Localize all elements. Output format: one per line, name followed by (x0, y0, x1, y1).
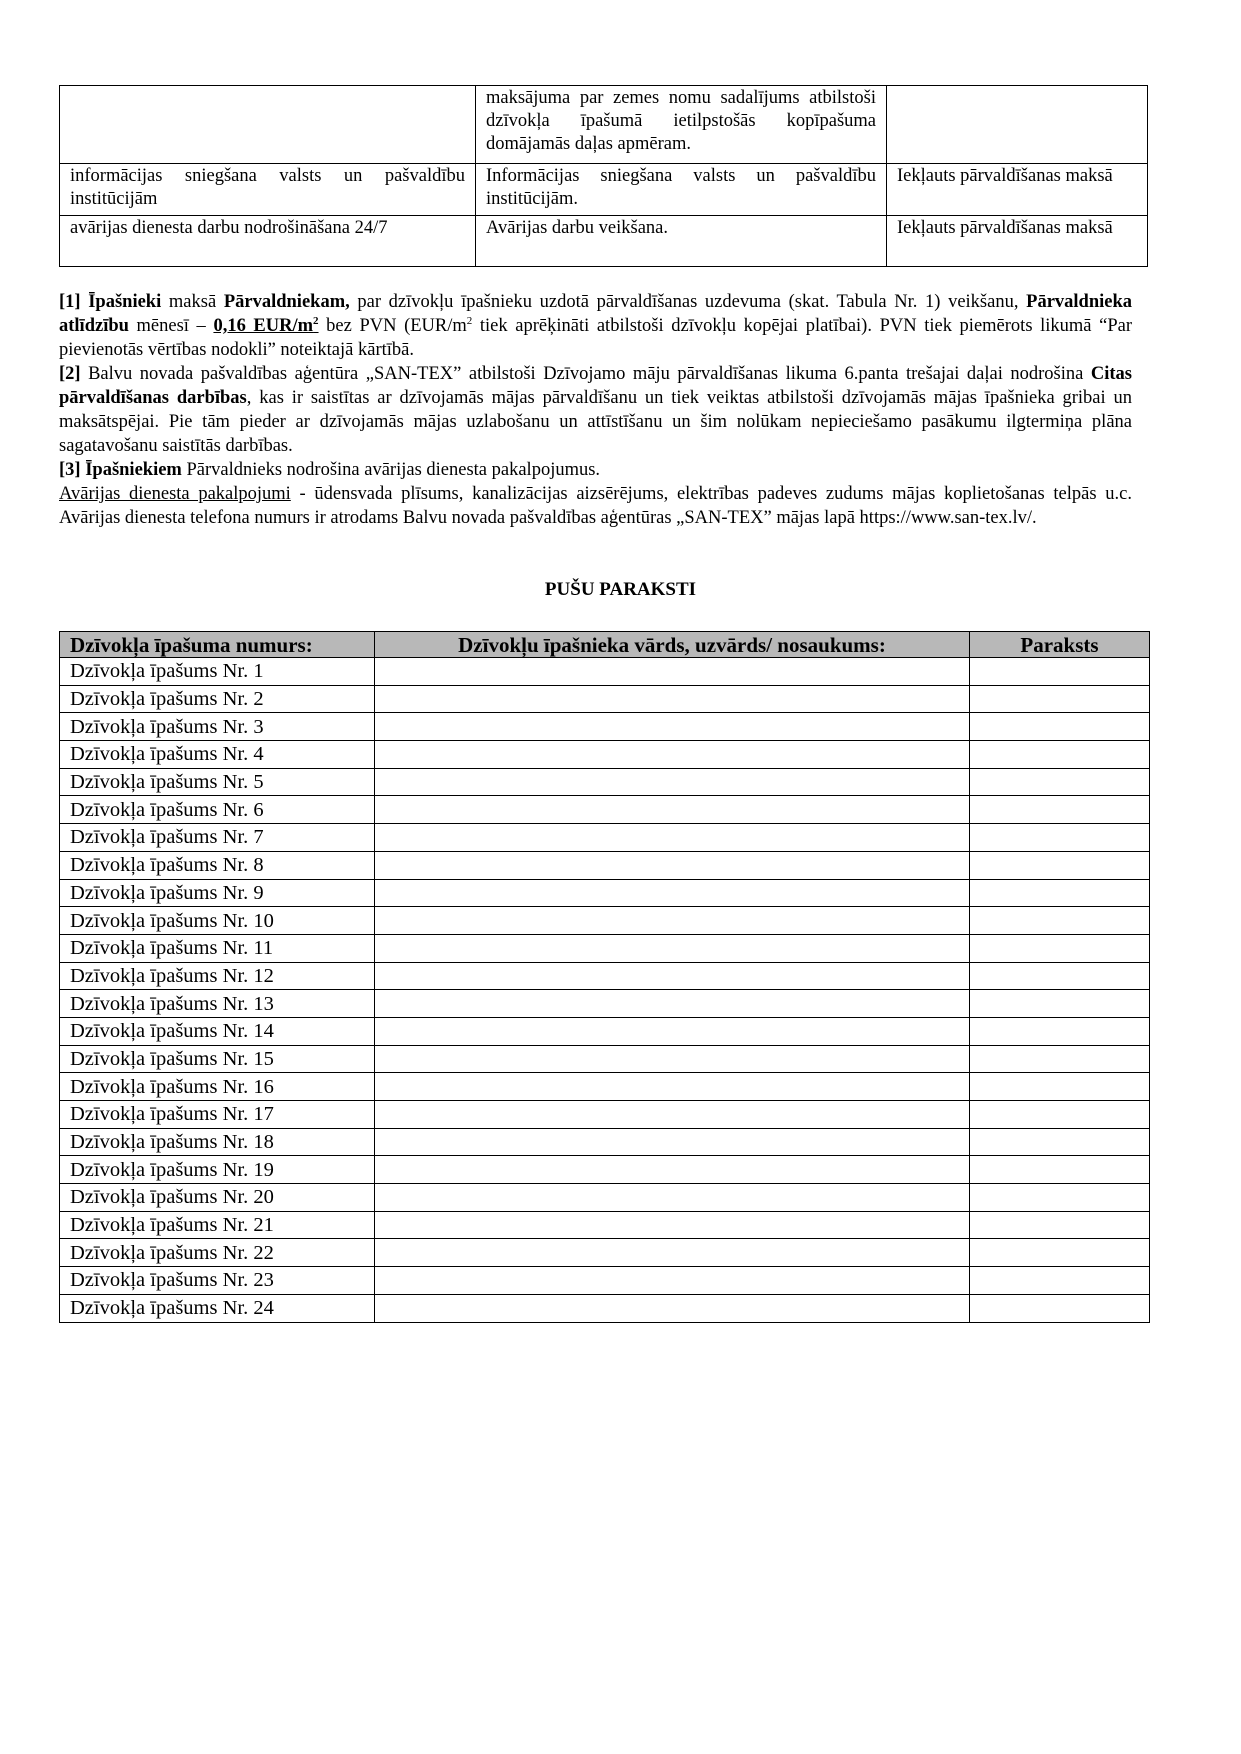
apartment-number-cell: Dzīvokļa īpašums Nr. 6 (60, 796, 375, 824)
signature-cell[interactable] (970, 658, 1150, 686)
cost-cell: Iekļauts pārvaldīšanas maksā (887, 216, 1148, 267)
owner-name-cell[interactable] (375, 851, 970, 879)
manager-term: Pārvaldniekam, (223, 292, 350, 312)
table-row (60, 962, 1150, 990)
cost-cell (887, 86, 1148, 164)
signature-cell[interactable] (970, 907, 1150, 935)
footnote-2 (59, 362, 1132, 458)
signature-cell[interactable] (970, 685, 1150, 713)
table-row (60, 1017, 1150, 1045)
owner-name-cell[interactable] (375, 934, 970, 962)
apartment-number-cell: Dzīvokļa īpašums Nr. 13 (60, 990, 375, 1018)
services-table (59, 85, 1148, 267)
signature-cell[interactable] (970, 1017, 1150, 1045)
signature-cell[interactable] (970, 962, 1150, 990)
footnote-ref: [2] (59, 364, 81, 384)
apartment-number-cell: Dzīvokļa īpašums Nr. 22 (60, 1239, 375, 1267)
owner-name-cell[interactable] (375, 1156, 970, 1184)
owner-name-cell[interactable] (375, 962, 970, 990)
footnote-ref: [3] (59, 460, 81, 480)
apartment-number-cell: Dzīvokļa īpašums Nr. 7 (60, 824, 375, 852)
table-row (60, 768, 1150, 796)
apartment-number-cell: Dzīvokļa īpašums Nr. 16 (60, 1073, 375, 1101)
service-cell: avārijas dienesta darbu nodrošināšana 24/7 (60, 216, 476, 267)
apartment-number-cell: Dzīvokļa īpašums Nr. 21 (60, 1211, 375, 1239)
owners-term: Īpašniekiem (85, 460, 182, 480)
owner-name-cell[interactable] (375, 713, 970, 741)
apartment-number-cell: Dzīvokļa īpašums Nr. 15 (60, 1045, 375, 1073)
table-row (60, 1128, 1150, 1156)
footnote-text: bez PVN (EUR/m (318, 316, 467, 336)
apartment-number-cell: Dzīvokļa īpašums Nr. 3 (60, 713, 375, 741)
table-row (60, 1101, 1150, 1129)
owner-name-cell[interactable] (375, 658, 970, 686)
signature-cell[interactable] (970, 741, 1150, 769)
footnote-text: Balvu novada pašvaldības aģentūra „SAN-TEX” atbilstoši Dzīvojamo māju pārvaldīšanas likuma 6.panta trešajai daļai nodrošina (80, 364, 1091, 384)
table-row (60, 990, 1150, 1018)
apartment-number-cell: Dzīvokļa īpašums Nr. 19 (60, 1156, 375, 1184)
signature-cell[interactable] (970, 1267, 1150, 1295)
apartment-number-cell: Dzīvokļa īpašums Nr. 1 (60, 658, 375, 686)
owner-name-cell[interactable] (375, 990, 970, 1018)
table-row (60, 1156, 1150, 1184)
signature-cell[interactable] (970, 990, 1150, 1018)
owner-name-cell[interactable] (375, 1267, 970, 1295)
owner-name-cell[interactable] (375, 1239, 970, 1267)
table-row (60, 164, 1148, 216)
footnote-text: - ūdensvada plīsums, kanalizācijas aizsērējums, elektrības padeves zudums mājas koplietošanas telpās u.c. Avārijas dienesta telefona numurs ir atrodams Balvu novada pašvaldības aģentūras „SAN-TEX” mājas lapā https://www.san-tex.lv/. (59, 484, 1132, 528)
signature-cell[interactable] (970, 796, 1150, 824)
signature-cell[interactable] (970, 768, 1150, 796)
owner-name-cell[interactable] (375, 796, 970, 824)
apartment-number-cell: Dzīvokļa īpašums Nr. 2 (60, 685, 375, 713)
description-cell: maksājuma par zemes nomu sadalījums atbilstoši dzīvokļa īpašumā ietilpstošās kopīpašuma domājamās daļas apmēram. (476, 86, 887, 164)
table-row (60, 685, 1150, 713)
signature-cell[interactable] (970, 1101, 1150, 1129)
owner-name-cell[interactable] (375, 685, 970, 713)
apartment-number-cell: Dzīvokļa īpašums Nr. 8 (60, 851, 375, 879)
table-row (60, 658, 1150, 686)
apartment-number-cell: Dzīvokļa īpašums Nr. 24 (60, 1294, 375, 1322)
signature-cell[interactable] (970, 1073, 1150, 1101)
footnote-3 (59, 458, 1132, 482)
table-row (60, 1294, 1150, 1322)
table-row (60, 1073, 1150, 1101)
signature-cell[interactable] (970, 1156, 1150, 1184)
signatures-table (59, 631, 1150, 1323)
column-header: Dzīvokļa īpašuma numurs: (60, 632, 375, 658)
owner-name-cell[interactable] (375, 1184, 970, 1212)
footnote-ref: [1] (59, 292, 81, 312)
owner-name-cell[interactable] (375, 907, 970, 935)
signature-cell[interactable] (970, 851, 1150, 879)
owner-name-cell[interactable] (375, 1101, 970, 1129)
apartment-number-cell: Dzīvokļa īpašums Nr. 20 (60, 1184, 375, 1212)
owner-name-cell[interactable] (375, 1211, 970, 1239)
footnote-text: , kas ir saistītas ar dzīvojamās mājas pārvaldīšanu un tiek veiktas atbilstoši dzīvojamās mājas īpašnieka gribai un maksātspējai. Pie tām pieder ar dzīvojamās mājas uzlabošanu un attīstīšanu un šim nolūkam nepieciešamo pasākumu ilgtermiņa plāna sagatavošanu saistītās darbības. (59, 388, 1132, 456)
owner-name-cell[interactable] (375, 879, 970, 907)
table-row (60, 851, 1150, 879)
table-row (60, 1267, 1150, 1295)
owner-name-cell[interactable] (375, 1128, 970, 1156)
table-row (60, 907, 1150, 935)
owners-term: Īpašnieki (88, 292, 162, 312)
signature-cell[interactable] (970, 1184, 1150, 1212)
superscript: 2 (313, 315, 319, 327)
service-cell: informācijas sniegšana valsts un pašvaldību institūcijām (60, 164, 476, 216)
owner-name-cell[interactable] (375, 1017, 970, 1045)
table-row (60, 824, 1150, 852)
apartment-number-cell: Dzīvokļa īpašums Nr. 5 (60, 768, 375, 796)
signature-cell[interactable] (970, 713, 1150, 741)
signature-cell[interactable] (970, 1128, 1150, 1156)
signature-cell[interactable] (970, 1045, 1150, 1073)
apartment-number-cell: Dzīvokļa īpašums Nr. 14 (60, 1017, 375, 1045)
table-row (60, 796, 1150, 824)
other-activities-term: Citas pārvaldīšanas darbības (59, 364, 1132, 408)
description-cell: Avārijas darbu veikšana. (476, 216, 887, 267)
superscript: 2 (466, 315, 473, 327)
table-row (60, 934, 1150, 962)
fee-amount-text: 0,16 EUR/m (213, 316, 314, 336)
owner-name-cell[interactable] (375, 1294, 970, 1322)
footnote-text: par dzīvokļu īpašnieku uzdotā pārvaldīšanas uzdevuma (skat. Tabula Nr. 1) veikšanu, (349, 292, 1027, 312)
fee-term: Pārvaldnieka atlīdzību (59, 292, 1133, 336)
owner-name-cell[interactable] (375, 741, 970, 769)
owner-name-cell[interactable] (375, 824, 970, 852)
apartment-number-cell: Dzīvokļa īpašums Nr. 18 (60, 1128, 375, 1156)
footnote-text: tiek aprēķināti atbilstoši dzīvokļu kopējai platībai). PVN tiek piemērots likumā “Par pievienotās vērtības nodokli” noteiktajā kārtībā. (59, 316, 1133, 360)
table-row (60, 879, 1150, 907)
signature-cell[interactable] (970, 879, 1150, 907)
signatures-body (60, 658, 1150, 1323)
signature-cell[interactable] (970, 934, 1150, 962)
signature-cell[interactable] (970, 1211, 1150, 1239)
table-row (60, 1184, 1150, 1212)
table-row (60, 86, 1148, 164)
apartment-number-cell: Dzīvokļa īpašums Nr. 12 (60, 962, 375, 990)
footnote-1 (59, 290, 1132, 362)
apartment-number-cell: Dzīvokļa īpašums Nr. 9 (60, 879, 375, 907)
emergency-definition (59, 482, 1132, 530)
footnote-text: maksā (161, 292, 224, 312)
column-header: Dzīvokļu īpašnieka vārds, uzvārds/ nosaukums: (375, 632, 970, 658)
emergency-term: Avārijas dienesta pakalpojumi (59, 484, 291, 504)
service-cell (60, 86, 476, 164)
table-row (60, 741, 1150, 769)
owner-name-cell[interactable] (375, 1045, 970, 1073)
footnote-text: Pārvaldnieks nodrošina avārijas dienesta pakalpojumus. (181, 460, 601, 480)
header-row (60, 632, 1150, 658)
cost-cell: Iekļauts pārvaldīšanas maksā (887, 164, 1148, 216)
table-row (60, 713, 1150, 741)
signatures-title: PUŠU PARAKSTI (544, 579, 697, 600)
table-row (60, 216, 1148, 267)
apartment-number-cell: Dzīvokļa īpašums Nr. 17 (60, 1101, 375, 1129)
footnote-text: mēnesī – (128, 316, 214, 336)
signature-cell[interactable] (970, 824, 1150, 852)
apartment-number-cell: Dzīvokļa īpašums Nr. 11 (60, 934, 375, 962)
apartment-number-cell: Dzīvokļa īpašums Nr. 10 (60, 907, 375, 935)
signature-cell[interactable] (970, 1239, 1150, 1267)
apartment-number-cell: Dzīvokļa īpašums Nr. 23 (60, 1267, 375, 1295)
footnotes (59, 290, 1132, 530)
column-header: Paraksts (970, 632, 1150, 658)
signature-cell[interactable] (970, 1294, 1150, 1322)
table-row (60, 1211, 1150, 1239)
description-cell: Informācijas sniegšana valsts un pašvaldību institūcijām. (476, 164, 887, 216)
fee-amount (213, 316, 318, 336)
apartment-number-cell: Dzīvokļa īpašums Nr. 4 (60, 741, 375, 769)
owner-name-cell[interactable] (375, 1073, 970, 1101)
table-row (60, 1045, 1150, 1073)
owner-name-cell[interactable] (375, 768, 970, 796)
table-row (60, 1239, 1150, 1267)
